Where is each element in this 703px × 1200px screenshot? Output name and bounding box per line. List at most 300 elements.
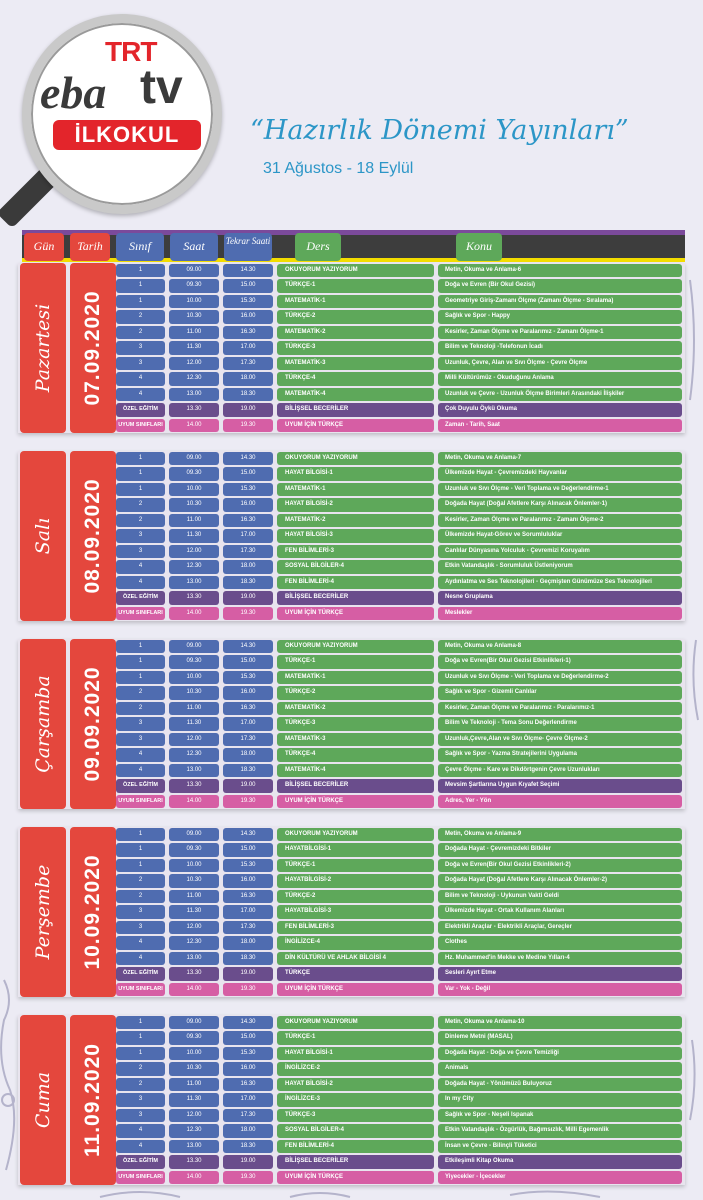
cell-ders: MATEMATİK-4 xyxy=(277,388,434,401)
lesson-row xyxy=(116,387,682,402)
cell-konu: Doğa ve Evren (Bir Okul Gezisi) xyxy=(438,279,682,292)
cell-tekrar: 18.00 xyxy=(223,1124,273,1137)
cell-sinif: 3 xyxy=(116,1109,165,1122)
cell-ders: FEN BİLİMLERİ-4 xyxy=(277,576,434,589)
cell-saat: 11.30 xyxy=(169,1093,219,1106)
lesson-row xyxy=(116,639,682,654)
day-date-label xyxy=(70,827,116,997)
cell-ders: MATEMATİK-1 xyxy=(277,671,434,684)
cell-ders: HAYAT BİLGİSİ-2 xyxy=(277,498,434,511)
lesson-row xyxy=(116,418,682,433)
cell-konu: Doğada Hayat - Çevremizdeki Bitkiler xyxy=(438,843,682,856)
cell-ders: TÜRKÇE-1 xyxy=(277,655,434,668)
cell-konu: Animals xyxy=(438,1062,682,1075)
cell-saat: 11.00 xyxy=(169,326,219,339)
cell-sinif: 3 xyxy=(116,921,165,934)
cell-sinif: UYUM SINIFLARI xyxy=(116,1171,165,1184)
header-tarih: Tarih xyxy=(70,233,110,261)
cell-ders: FEN BİLİMLERİ-4 xyxy=(277,1140,434,1153)
cell-saat: 12.00 xyxy=(169,357,219,370)
day-block xyxy=(18,827,685,997)
cell-tekrar: 15.30 xyxy=(223,295,273,308)
cell-tekrar: 17.00 xyxy=(223,717,273,730)
cell-konu: Uzunluk,Çevre,Alan ve Sıvı Ölçme- Çevre Ölçme-2 xyxy=(438,733,682,746)
cell-konu: Bilim Ve Teknoloji - Tema Sonu Değerlendirme xyxy=(438,717,682,730)
cell-sinif: ÖZEL EĞİTİM xyxy=(116,591,165,604)
cell-ders: MATEMATİK-3 xyxy=(277,733,434,746)
cell-konu: Nesne Gruplama xyxy=(438,591,682,604)
lesson-row xyxy=(116,309,682,324)
cell-ders: TÜRKÇE-1 xyxy=(277,279,434,292)
cell-konu: Ülkemizde Hayat - Ortak Kullanım Alanları xyxy=(438,905,682,918)
cell-tekrar: 18.30 xyxy=(223,764,273,777)
lesson-row xyxy=(116,889,682,904)
lesson-row xyxy=(116,685,682,700)
cell-tekrar: 18.00 xyxy=(223,936,273,949)
cell-tekrar: 15.30 xyxy=(223,859,273,872)
cell-konu: Bilim ve Teknoloji - Uykunun Vakti Geldi xyxy=(438,890,682,903)
day-name-label xyxy=(20,827,66,997)
cell-konu: Metin, Okuma ve Anlama-8 xyxy=(438,640,682,653)
lesson-row xyxy=(116,544,682,559)
lesson-row xyxy=(116,904,682,919)
lesson-row xyxy=(116,528,682,543)
cell-tekrar: 16.30 xyxy=(223,702,273,715)
cell-konu: Hz. Muhammed'in Mekke ve Medine Yılları-4 xyxy=(438,952,682,965)
day-date-text: 08.09.2020 xyxy=(81,478,104,594)
cell-tekrar: 14.30 xyxy=(223,640,273,653)
cell-konu: Doğa ve Evren(Bir Okul Gezisi Etkinlikleri-2) xyxy=(438,859,682,872)
cell-saat: 11.30 xyxy=(169,717,219,730)
cell-ders: MATEMATİK-1 xyxy=(277,295,434,308)
cell-saat: 11.00 xyxy=(169,1078,219,1091)
cell-konu: Etkin Vatandaşlık - Sorumluluk Üstleniyorum xyxy=(438,560,682,573)
lesson-row xyxy=(116,1108,682,1123)
cell-saat: 11.30 xyxy=(169,905,219,918)
lesson-row xyxy=(116,842,682,857)
cell-sinif: ÖZEL EĞİTİM xyxy=(116,967,165,980)
cell-konu: Canlılar Dünyasına Yolculuk - Çevremizi Koruyalım xyxy=(438,545,682,558)
cell-sinif: 4 xyxy=(116,560,165,573)
cell-sinif: 4 xyxy=(116,576,165,589)
doodle-decoration xyxy=(686,240,703,1200)
cell-ders: TÜRKÇE-2 xyxy=(277,686,434,699)
cell-konu: Çok Duyulu Öykü Okuma xyxy=(438,403,682,416)
cell-saat: 13.00 xyxy=(169,952,219,965)
cell-tekrar: 16.30 xyxy=(223,1078,273,1091)
lesson-row xyxy=(116,606,682,621)
cell-konu: Etkin Vatandaşlık - Özgürlük, Bağımsızlık, Milli Egemenlik xyxy=(438,1124,682,1137)
cell-ders: DİN KÜLTÜRÜ VE AHLAK BİLGİSİ 4 xyxy=(277,952,434,965)
cell-ders: BİLİŞSEL BECERİLER xyxy=(277,1155,434,1168)
cell-tekrar: 19.30 xyxy=(223,419,273,432)
cell-tekrar: 19.30 xyxy=(223,983,273,996)
cell-konu: Uzunluk ve Sıvı Ölçme - Veri Toplama ve Değerlendirme-2 xyxy=(438,671,682,684)
cell-ders: TÜRKÇE-4 xyxy=(277,748,434,761)
cell-ders: TÜRKÇE-3 xyxy=(277,1109,434,1122)
cell-konu: Zaman - Tarih, Saat xyxy=(438,419,682,432)
cell-konu: Uzunluk ve Sıvı Ölçme - Veri Toplama ve Değerlendirme-1 xyxy=(438,483,682,496)
cell-tekrar: 17.00 xyxy=(223,529,273,542)
cell-ders: OKUYORUM YAZIYORUM xyxy=(277,640,434,653)
day-date-text: 07.09.2020 xyxy=(81,290,104,406)
cell-sinif: 4 xyxy=(116,748,165,761)
cell-konu: Metin, Okuma ve Anlama-7 xyxy=(438,452,682,465)
cell-konu: Sağlık ve Spor - Gizemli Canlılar xyxy=(438,686,682,699)
cell-konu: Metin, Okuma ve Anlama-9 xyxy=(438,828,682,841)
day-date-label xyxy=(70,639,116,809)
cell-ders: HAYAT BİLGİSİ-3 xyxy=(277,529,434,542)
cell-saat: 12.00 xyxy=(169,921,219,934)
lesson-row xyxy=(116,1123,682,1138)
cell-saat: 12.30 xyxy=(169,1124,219,1137)
cell-konu: Mevsim Şartlarına Uygun Kıyafet Seçimi xyxy=(438,779,682,792)
lesson-row xyxy=(116,559,682,574)
cell-konu: Doğada Hayat - Doğa ve Çevre Temizliği xyxy=(438,1047,682,1060)
cell-sinif: 1 xyxy=(116,671,165,684)
cell-tekrar: 17.00 xyxy=(223,905,273,918)
cell-ders: TÜRKÇE-3 xyxy=(277,717,434,730)
cell-sinif: ÖZEL EĞİTİM xyxy=(116,1155,165,1168)
header-gun: Gün xyxy=(24,233,64,261)
logo-trt: TRT xyxy=(105,36,157,67)
cell-tekrar: 19.30 xyxy=(223,795,273,808)
cell-tekrar: 14.30 xyxy=(223,828,273,841)
day-block xyxy=(18,1015,685,1185)
cell-ders: OKUYORUM YAZIYORUM xyxy=(277,1016,434,1029)
cell-ders: MATEMATİK-1 xyxy=(277,483,434,496)
header-tekrar-saati: Tekrar Saati xyxy=(224,233,272,261)
cell-sinif: 2 xyxy=(116,498,165,511)
cell-sinif: 2 xyxy=(116,1078,165,1091)
cell-ders: İNGİLİZCE-3 xyxy=(277,1093,434,1106)
cell-saat: 13.30 xyxy=(169,1155,219,1168)
day-name-text: Cuma xyxy=(32,1071,54,1129)
cell-saat: 12.30 xyxy=(169,936,219,949)
cell-saat: 11.00 xyxy=(169,890,219,903)
cell-sinif: 4 xyxy=(116,952,165,965)
cell-ders: HAYAT BİLGİSİ-1 xyxy=(277,1047,434,1060)
cell-tekrar: 18.00 xyxy=(223,748,273,761)
cell-ders: OKUYORUM YAZIYORUM xyxy=(277,828,434,841)
logo-tv: tv xyxy=(140,61,183,114)
cell-ders: HAYATBİLGİSİ-3 xyxy=(277,905,434,918)
cell-tekrar: 18.30 xyxy=(223,1140,273,1153)
cell-konu: Aydınlatma ve Ses Teknolojileri - Geçmişten Günümüze Ses Teknolojileri xyxy=(438,576,682,589)
cell-tekrar: 18.30 xyxy=(223,388,273,401)
lesson-row xyxy=(116,356,682,371)
cell-saat: 12.30 xyxy=(169,372,219,385)
cell-konu: Ülkemizde Hayat-Görev ve Sorumluluklar xyxy=(438,529,682,542)
cell-saat: 10.00 xyxy=(169,671,219,684)
cell-sinif: 1 xyxy=(116,295,165,308)
cell-sinif: 3 xyxy=(116,733,165,746)
lesson-row xyxy=(116,1061,682,1076)
cell-saat: 12.30 xyxy=(169,748,219,761)
cell-saat: 12.00 xyxy=(169,1109,219,1122)
cell-saat: 13.00 xyxy=(169,1140,219,1153)
cell-tekrar: 19.00 xyxy=(223,403,273,416)
cell-saat: 12.00 xyxy=(169,733,219,746)
cell-sinif: 3 xyxy=(116,1093,165,1106)
lesson-rows xyxy=(116,827,682,997)
cell-tekrar: 19.30 xyxy=(223,607,273,620)
cell-sinif: 2 xyxy=(116,1062,165,1075)
cell-konu: Sağlık ve Spor - Yazma Stratejilerini Uygulama xyxy=(438,748,682,761)
cell-konu: Kesirler, Zaman Ölçme ve Paralarımız - Paralarımız-1 xyxy=(438,702,682,715)
cell-sinif: 3 xyxy=(116,905,165,918)
cell-ders: FEN BİLİMLERİ-3 xyxy=(277,921,434,934)
lesson-row xyxy=(116,1046,682,1061)
day-date-text: 10.09.2020 xyxy=(81,854,104,970)
cell-sinif: UYUM SINIFLARI xyxy=(116,795,165,808)
day-name-label xyxy=(20,263,66,433)
cell-saat: 09.00 xyxy=(169,452,219,465)
cell-tekrar: 16.30 xyxy=(223,890,273,903)
cell-sinif: 1 xyxy=(116,1031,165,1044)
cell-saat: 10.00 xyxy=(169,295,219,308)
cell-saat: 14.00 xyxy=(169,795,219,808)
day-name-text: Çarşamba xyxy=(32,675,54,773)
cell-konu: Ülkemizde Hayat - Çevremizdeki Hayvanlar xyxy=(438,467,682,480)
cell-ders: OKUYORUM YAZIYORUM xyxy=(277,264,434,277)
lesson-rows xyxy=(116,451,682,621)
cell-sinif: 2 xyxy=(116,514,165,527)
cell-saat: 10.00 xyxy=(169,859,219,872)
lesson-row xyxy=(116,747,682,762)
cell-tekrar: 16.00 xyxy=(223,686,273,699)
cell-saat: 14.00 xyxy=(169,1171,219,1184)
cell-saat: 13.00 xyxy=(169,388,219,401)
lesson-row xyxy=(116,858,682,873)
date-range: 31 Ağustos - 18 Eylül xyxy=(263,160,414,177)
cell-tekrar: 16.00 xyxy=(223,498,273,511)
cell-sinif: 4 xyxy=(116,764,165,777)
cell-saat: 11.30 xyxy=(169,529,219,542)
day-name-label xyxy=(20,1015,66,1185)
cell-saat: 09.00 xyxy=(169,828,219,841)
lesson-row xyxy=(116,482,682,497)
cell-saat: 14.00 xyxy=(169,419,219,432)
cell-konu: Uzunluk, Çevre, Alan ve Sıvı Ölçme - Çevre Ölçme xyxy=(438,357,682,370)
lesson-row xyxy=(116,575,682,590)
cell-sinif: 1 xyxy=(116,264,165,277)
cell-saat: 13.00 xyxy=(169,576,219,589)
cell-sinif: 1 xyxy=(116,859,165,872)
day-name-label xyxy=(20,639,66,809)
cell-saat: 09.00 xyxy=(169,1016,219,1029)
cell-tekrar: 16.30 xyxy=(223,514,273,527)
lesson-row xyxy=(116,1170,682,1185)
cell-tekrar: 17.00 xyxy=(223,341,273,354)
cell-saat: 09.30 xyxy=(169,1031,219,1044)
cell-konu: Elektrikli Araçlar - Elektrikli Araçlar, Gereçler xyxy=(438,921,682,934)
cell-saat: 13.30 xyxy=(169,403,219,416)
cell-saat: 10.30 xyxy=(169,874,219,887)
day-block xyxy=(18,451,685,621)
cell-sinif: UYUM SINIFLARI xyxy=(116,983,165,996)
cell-saat: 10.30 xyxy=(169,1062,219,1075)
cell-ders: MATEMATİK-2 xyxy=(277,326,434,339)
cell-konu: Kesirler, Zaman Ölçme ve Paralarımız - Zamanı Ölçme-2 xyxy=(438,514,682,527)
cell-sinif: 1 xyxy=(116,467,165,480)
day-name-text: Pazartesi xyxy=(32,303,54,393)
lesson-row xyxy=(116,951,682,966)
cell-konu: Etkileşimli Kitap Okuma xyxy=(438,1155,682,1168)
lesson-row xyxy=(116,827,682,842)
day-block xyxy=(18,639,685,809)
page-title: “Hazırlık Dönemi Yayınları” xyxy=(250,115,629,146)
lesson-row xyxy=(116,278,682,293)
lesson-row xyxy=(116,670,682,685)
cell-sinif: 2 xyxy=(116,890,165,903)
cell-tekrar: 16.00 xyxy=(223,874,273,887)
cell-tekrar: 15.30 xyxy=(223,671,273,684)
day-date-label xyxy=(70,451,116,621)
cell-tekrar: 15.00 xyxy=(223,843,273,856)
cell-tekrar: 16.30 xyxy=(223,326,273,339)
cell-ders: UYUM İÇİN TÜRKÇE xyxy=(277,607,434,620)
cell-ders: TÜRKÇE-3 xyxy=(277,341,434,354)
cell-tekrar: 15.30 xyxy=(223,1047,273,1060)
cell-sinif: 4 xyxy=(116,936,165,949)
cell-tekrar: 16.00 xyxy=(223,1062,273,1075)
cell-tekrar: 17.30 xyxy=(223,1109,273,1122)
cell-ders: MATEMATİK-3 xyxy=(277,357,434,370)
cell-saat: 14.00 xyxy=(169,983,219,996)
cell-ders: UYUM İÇİN TÜRKÇE xyxy=(277,1171,434,1184)
cell-sinif: 1 xyxy=(116,279,165,292)
cell-konu: Metin, Okuma ve Anlama-6 xyxy=(438,264,682,277)
cell-ders: HAYAT BİLGİSİ-1 xyxy=(277,467,434,480)
cell-sinif: 2 xyxy=(116,874,165,887)
cell-ders: BİLİŞSEL BECERİLER xyxy=(277,591,434,604)
lesson-row xyxy=(116,1139,682,1154)
cell-ders: SOSYAL BİLGİLER-4 xyxy=(277,560,434,573)
cell-saat: 11.30 xyxy=(169,341,219,354)
cell-sinif: 4 xyxy=(116,1124,165,1137)
cell-tekrar: 17.30 xyxy=(223,921,273,934)
cell-ders: HAYAT BİLGİSİ-2 xyxy=(277,1078,434,1091)
cell-tekrar: 15.00 xyxy=(223,279,273,292)
cell-sinif: 3 xyxy=(116,357,165,370)
day-name-label xyxy=(20,451,66,621)
cell-ders: MATEMATİK-2 xyxy=(277,702,434,715)
lesson-row xyxy=(116,1154,682,1169)
cell-tekrar: 18.00 xyxy=(223,560,273,573)
cell-konu: Adres, Yer - Yön xyxy=(438,795,682,808)
cell-tekrar: 14.30 xyxy=(223,264,273,277)
day-date-text: 09.09.2020 xyxy=(81,666,104,782)
cell-ders: HAYATBİLGİSİ-2 xyxy=(277,874,434,887)
lesson-row xyxy=(116,340,682,355)
cell-konu: In my City xyxy=(438,1093,682,1106)
cell-tekrar: 17.30 xyxy=(223,545,273,558)
cell-sinif: UYUM SINIFLARI xyxy=(116,607,165,620)
cell-ders: MATEMATİK-2 xyxy=(277,514,434,527)
cell-saat: 10.30 xyxy=(169,498,219,511)
cell-tekrar: 14.30 xyxy=(223,1016,273,1029)
cell-tekrar: 18.00 xyxy=(223,372,273,385)
cell-sinif: 2 xyxy=(116,686,165,699)
cell-ders: FEN BİLİMLERİ-3 xyxy=(277,545,434,558)
cell-ders: UYUM İÇİN TÜRKÇE xyxy=(277,795,434,808)
cell-ders: OKUYORUM YAZIYORUM xyxy=(277,452,434,465)
cell-konu: Sağlık ve Spor - Neşeli Ispanak xyxy=(438,1109,682,1122)
cell-ders: TÜRKÇE-2 xyxy=(277,890,434,903)
cell-konu: Sağlık ve Spor - Happy xyxy=(438,310,682,323)
cell-konu: Doğada Hayat (Doğal Afetlere Karşı Alınacak Önlemler-2) xyxy=(438,874,682,887)
lesson-row xyxy=(116,966,682,981)
cell-saat: 11.00 xyxy=(169,514,219,527)
lesson-row xyxy=(116,451,682,466)
cell-ders: BİLİŞSEL BECERİLER xyxy=(277,779,434,792)
cell-saat: 13.30 xyxy=(169,967,219,980)
lesson-row xyxy=(116,732,682,747)
cell-saat: 12.30 xyxy=(169,560,219,573)
cell-saat: 09.30 xyxy=(169,843,219,856)
cell-sinif: 1 xyxy=(116,452,165,465)
cell-tekrar: 15.00 xyxy=(223,655,273,668)
cell-konu: Doğada Hayat (Doğal Afetlere Karşı Alınacak Önlemler-1) xyxy=(438,498,682,511)
lesson-row xyxy=(116,654,682,669)
cell-ders: UYUM İÇİN TÜRKÇE xyxy=(277,419,434,432)
lesson-row xyxy=(116,371,682,386)
cell-ders: TÜRKÇE-1 xyxy=(277,859,434,872)
cell-saat: 10.30 xyxy=(169,310,219,323)
cell-ders: TÜRKÇE xyxy=(277,967,434,980)
cell-tekrar: 16.00 xyxy=(223,310,273,323)
lesson-rows xyxy=(116,639,682,809)
cell-konu: Clothes xyxy=(438,936,682,949)
day-block xyxy=(18,263,685,433)
lesson-row xyxy=(116,294,682,309)
cell-ders: SOSYAL BİLGİLER-4 xyxy=(277,1124,434,1137)
lesson-row xyxy=(116,325,682,340)
cell-sinif: 3 xyxy=(116,717,165,730)
lesson-row xyxy=(116,1030,682,1045)
cell-saat: 14.00 xyxy=(169,607,219,620)
cell-tekrar: 17.00 xyxy=(223,1093,273,1106)
lesson-row xyxy=(116,982,682,997)
lesson-row xyxy=(116,466,682,481)
cell-ders: UYUM İÇİN TÜRKÇE xyxy=(277,983,434,996)
cell-saat: 11.00 xyxy=(169,702,219,715)
cell-saat: 13.00 xyxy=(169,764,219,777)
cell-saat: 09.30 xyxy=(169,655,219,668)
lesson-row xyxy=(116,1015,682,1030)
day-name-text: Salı xyxy=(32,517,54,555)
cell-sinif: 1 xyxy=(116,828,165,841)
lesson-rows xyxy=(116,1015,682,1185)
cell-konu: Doğa ve Evren(Bir Okul Gezisi Etkinlikleri-1) xyxy=(438,655,682,668)
cell-saat: 13.30 xyxy=(169,779,219,792)
doodle-decoration xyxy=(90,1185,690,1200)
cell-konu: Sesleri Ayırt Etme xyxy=(438,967,682,980)
cell-tekrar: 15.30 xyxy=(223,483,273,496)
cell-saat: 10.00 xyxy=(169,1047,219,1060)
cell-konu: Çevre Ölçme - Kare ve Dikdörtgenin Çevre Uzunlukları xyxy=(438,764,682,777)
cell-sinif: 2 xyxy=(116,310,165,323)
logo-eba: eba xyxy=(40,67,107,118)
lesson-row xyxy=(116,590,682,605)
cell-sinif: 4 xyxy=(116,372,165,385)
cell-tekrar: 15.00 xyxy=(223,1031,273,1044)
cell-konu: Bilim ve Teknoloji -Telefonun İcadı xyxy=(438,341,682,354)
day-date-label xyxy=(70,263,116,433)
cell-saat: 10.00 xyxy=(169,483,219,496)
cell-konu: İnsan ve Çevre - Bilinçli Tüketici xyxy=(438,1140,682,1153)
